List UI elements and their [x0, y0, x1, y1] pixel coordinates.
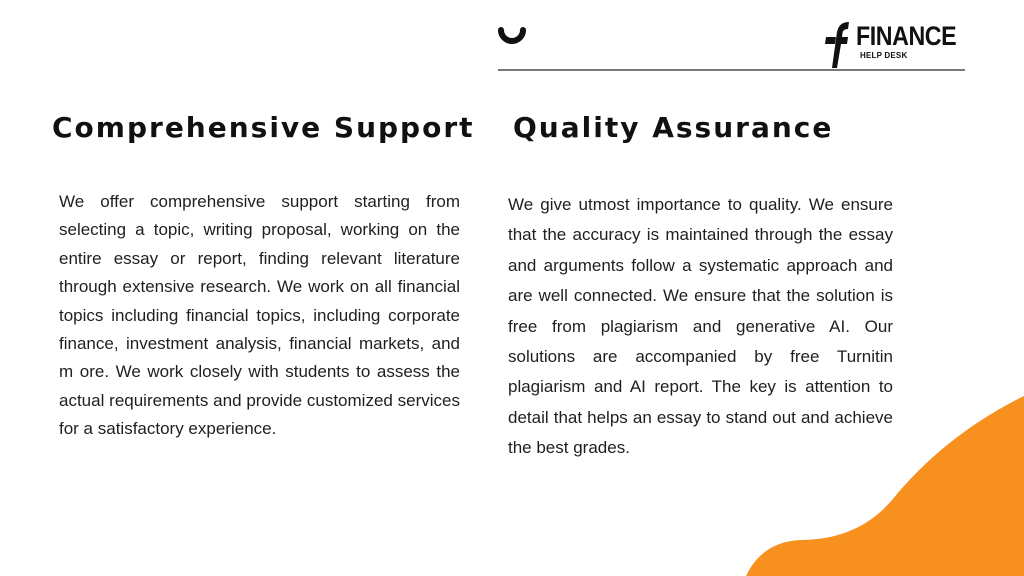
orange-accent-shape — [740, 390, 1024, 576]
comprehensive-support-heading: Comprehensive Support — [52, 111, 475, 144]
f-logo-icon — [820, 18, 850, 70]
logo-wordmark: FINANCE — [856, 21, 957, 51]
logo-tagline: HELP DESK — [860, 51, 908, 60]
comprehensive-support-text: We offer comprehensive support starting from selecting a topic, writing proposal, working on the entire essay or report, finding relevant literature through extensive research. We work on all financial topics including financial topics, including corporate finance, investment analysis, financial markets, and m ore. We work closely with students to assess the actual requirements and provide customized services for a satisfactory experience. — [59, 192, 460, 439]
quality-assurance-heading: Quality Assurance — [513, 111, 834, 144]
finance-help-desk-logo — [820, 18, 970, 70]
quality-assurance-text: We give utmost importance to quality. We ensure that the accuracy is maintained through the essay and arguments follow a systematic approach and are well connected. We ensure that the solution is free from plagiarism and generative AI. Our solutions are accompanied by free Turnitin plagiarism and AI report. The key is attention to detail that helps an essay to stand out and achieve the best grades. — [508, 195, 893, 458]
decorative-arc — [498, 18, 528, 48]
